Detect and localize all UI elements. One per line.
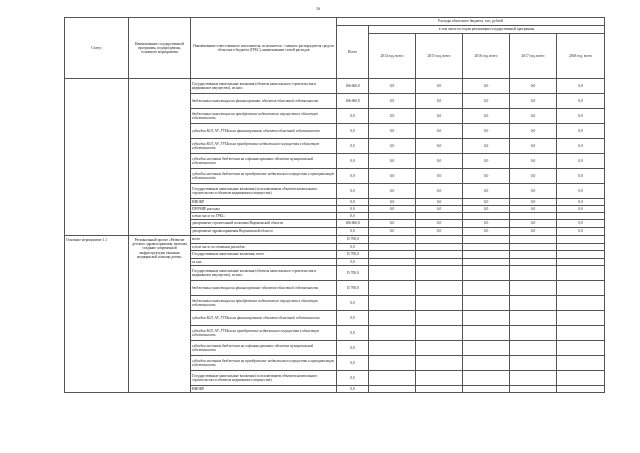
value-year <box>369 341 416 356</box>
header-year: 2017 год, всего <box>510 34 557 79</box>
value-total: 15 700,0 <box>337 236 369 244</box>
value-year: 0,0 <box>557 94 605 109</box>
header-by-years: в том числе по годам реализации государственной программы <box>369 26 605 34</box>
value-year <box>369 311 416 326</box>
value-total: 0,0 <box>337 184 369 199</box>
header-row <box>65 18 605 26</box>
value-year: 0,0 <box>463 139 510 154</box>
value-year: 0,0 <box>416 79 463 94</box>
value-total: 0,0 <box>337 296 369 311</box>
value-total: 15 700,0 <box>337 266 369 281</box>
row-label: НИОКР <box>191 199 337 206</box>
value-total: 0,0 <box>337 259 369 266</box>
value-year <box>557 341 605 356</box>
value-year: 0,0 <box>463 228 510 236</box>
value-total: 0,0 <box>337 356 369 371</box>
value-year: 0,0 <box>369 169 416 184</box>
header-year: 2014 год, всего <box>369 34 416 79</box>
row-label: ПРОЧИЕ расходы <box>191 206 337 213</box>
value-year <box>463 236 510 244</box>
value-year: 0,0 <box>463 94 510 109</box>
value-year <box>510 311 557 326</box>
value-year: 0,0 <box>510 206 557 213</box>
header-status: Статус <box>65 18 129 79</box>
value-year <box>416 371 463 386</box>
value-total: 0,0 <box>337 386 369 393</box>
value-year: 0,0 <box>510 109 557 124</box>
value-year: 0,0 <box>463 124 510 139</box>
row-label: субсидии местным бюджетам на приобретение недвижимого имущества в муниципальную собственность <box>191 356 337 371</box>
row-label: Государственные капитальные вложения (за исключением объектов капитального строительства и объектов недвижимого имущества) <box>191 184 337 199</box>
header-program: Наименование государственной программы, подпрограммы, основного мероприятия <box>129 18 191 79</box>
value-year <box>510 386 557 393</box>
value-year <box>557 266 605 281</box>
row-label: в том числе по ГРБС: <box>191 213 337 220</box>
program-cell-empty <box>129 79 191 236</box>
value-year <box>510 326 557 341</box>
row-label: всего <box>191 236 337 244</box>
value-total: 0,0 <box>337 341 369 356</box>
value-total: 166 660,0 <box>337 79 369 94</box>
header-year: 2018 год, всего <box>557 34 605 79</box>
value-total: 0,0 <box>337 124 369 139</box>
value-year: 0,0 <box>557 184 605 199</box>
value-year: 0,0 <box>557 228 605 236</box>
value-year: 0,0 <box>463 220 510 228</box>
value-year: 0,0 <box>510 94 557 109</box>
value-year: 0,0 <box>416 109 463 124</box>
value-year: 0,0 <box>369 184 416 199</box>
value-year: 0,0 <box>510 79 557 94</box>
row-label: из них: <box>191 259 337 266</box>
value-year <box>463 259 510 266</box>
value-year: 0,0 <box>416 139 463 154</box>
value-year: 0,0 <box>557 206 605 213</box>
value-year <box>463 386 510 393</box>
value-year <box>369 371 416 386</box>
value-year <box>416 244 463 251</box>
row-label: в том числе по статьям расходов: <box>191 244 337 251</box>
value-total: 0,0 <box>337 213 369 220</box>
value-total: 0,0 <box>337 326 369 341</box>
value-year <box>463 244 510 251</box>
value-year <box>416 326 463 341</box>
row-label: департамент здравоохранения Воронежской области <box>191 228 337 236</box>
budget-table <box>64 17 605 393</box>
value-year: 0,0 <box>463 199 510 206</box>
value-year <box>510 281 557 296</box>
value-year <box>557 386 605 393</box>
value-year: 0,0 <box>463 184 510 199</box>
value-total: 166 660,0 <box>337 94 369 109</box>
row-label: НИОКР <box>191 386 337 393</box>
header-total: Всего <box>337 26 369 79</box>
value-year: 0,0 <box>416 154 463 169</box>
value-year: 0,0 <box>416 228 463 236</box>
value-year <box>510 356 557 371</box>
value-year <box>557 371 605 386</box>
row-label: субсидии местным бюджетам на приобретение недвижимого имущества в муниципальную собственность <box>191 169 337 184</box>
value-year <box>369 213 416 220</box>
value-year: 0,0 <box>557 139 605 154</box>
value-year: 0,0 <box>369 139 416 154</box>
value-year <box>416 259 463 266</box>
value-year <box>416 296 463 311</box>
value-year: 0,0 <box>416 169 463 184</box>
value-year <box>416 236 463 244</box>
value-year: 0,0 <box>369 124 416 139</box>
value-year <box>463 356 510 371</box>
value-year <box>510 236 557 244</box>
value-year <box>510 244 557 251</box>
value-year <box>369 296 416 311</box>
value-year <box>557 356 605 371</box>
value-year: 0,0 <box>463 154 510 169</box>
header-year: 2015 год, всего <box>416 34 463 79</box>
value-year: 0,0 <box>557 199 605 206</box>
value-total: 15 700,0 <box>337 251 369 259</box>
value-year: 0,0 <box>416 124 463 139</box>
value-year <box>463 213 510 220</box>
value-year <box>416 386 463 393</box>
value-year <box>369 251 416 259</box>
value-year: 0,0 <box>510 154 557 169</box>
value-year: 0,0 <box>557 220 605 228</box>
value-total: 0,0 <box>337 371 369 386</box>
value-total: 0,0 <box>337 139 369 154</box>
value-total: 0,0 <box>337 206 369 213</box>
value-total: 0,0 <box>337 244 369 251</box>
value-year <box>463 371 510 386</box>
value-year: 0,0 <box>369 228 416 236</box>
row-label: Государственные капитальные вложения (объекты капитального строительства и недвижимое имущество), из них: <box>191 266 337 281</box>
value-year: 0,0 <box>416 184 463 199</box>
row-label: бюджетные инвестиции на финансирование объектов областной собственности <box>191 94 337 109</box>
value-total: 0,0 <box>337 169 369 184</box>
program-cell: Региональный проект «Развитие детского здравоохранения, включая создание современной инфраструктуры оказания медицинской помощи детям» <box>129 236 191 393</box>
value-year: 0,0 <box>510 124 557 139</box>
value-year: 0,0 <box>557 169 605 184</box>
value-year <box>416 341 463 356</box>
value-year <box>416 311 463 326</box>
value-year <box>557 281 605 296</box>
value-year: 0,0 <box>369 206 416 213</box>
value-total: 0,0 <box>337 311 369 326</box>
value-year <box>416 281 463 296</box>
value-year: 0,0 <box>369 199 416 206</box>
value-year: 0,0 <box>557 79 605 94</box>
value-year: 0,0 <box>510 184 557 199</box>
row-label: субсидии местным бюджетам на софинансирование объектов муниципальной собственности <box>191 341 337 356</box>
value-year <box>369 356 416 371</box>
value-year: 0,0 <box>557 109 605 124</box>
row-label: Государственные капитальные вложения (за исключением объектов капитального строительства и объектов недвижимого имущества) <box>191 371 337 386</box>
value-year <box>510 213 557 220</box>
value-year <box>510 251 557 259</box>
row-label: субсидии ЮЛ, АУ, ГУПам на финансирование объектов областной собственности <box>191 311 337 326</box>
row-label: субсидии ЮЛ, АУ, ГУПам на приобретение недвижимого имущества в областную собственность <box>191 326 337 341</box>
value-year <box>557 244 605 251</box>
value-total: 0,0 <box>337 154 369 169</box>
value-total: 166 660,0 <box>337 220 369 228</box>
value-year <box>369 326 416 341</box>
value-year: 0,0 <box>416 199 463 206</box>
value-year <box>416 266 463 281</box>
value-year: 0,0 <box>510 199 557 206</box>
row-label: бюджетные инвестиции на приобретение недвижимого имущества в областную собственность <box>191 296 337 311</box>
row-label: бюджетные инвестиции на финансирование объектов областной собственности <box>191 281 337 296</box>
value-year: 0,0 <box>369 109 416 124</box>
value-year <box>416 356 463 371</box>
value-total: 0,0 <box>337 109 369 124</box>
value-year: 0,0 <box>369 154 416 169</box>
row-label: субсидии ЮЛ, АУ, ГУПам на финансирование объектов областной собственности <box>191 124 337 139</box>
value-year <box>463 311 510 326</box>
value-year <box>557 251 605 259</box>
value-year: 0,0 <box>463 79 510 94</box>
row-label: департамент строительной политики Воронежской области <box>191 220 337 228</box>
header-expenses: Расходы областного бюджета, тыс. рублей <box>337 18 605 26</box>
value-year <box>557 296 605 311</box>
value-year <box>463 251 510 259</box>
value-year <box>510 341 557 356</box>
value-year: 0,0 <box>463 206 510 213</box>
value-year: 0,0 <box>416 94 463 109</box>
row-label: Государственные капитальные вложения (объекты капитального строительства и недвижимое имущество), из них: <box>191 79 337 94</box>
value-year: 0,0 <box>557 154 605 169</box>
table-row <box>65 79 605 94</box>
value-year <box>369 259 416 266</box>
value-year: 0,0 <box>510 228 557 236</box>
value-year <box>510 259 557 266</box>
value-year <box>463 326 510 341</box>
value-year: 0,0 <box>463 169 510 184</box>
value-year <box>463 281 510 296</box>
value-year: 0,0 <box>510 169 557 184</box>
status-cell: Основное мероприятие 1.1 <box>65 236 129 393</box>
value-year <box>416 213 463 220</box>
table-row <box>65 236 605 244</box>
header-indicator: Наименование ответственного исполнителя, исполнителя - главного распорядителя средств областного бюджета (ГРБС), наименование статей расходов <box>191 18 337 79</box>
row-label: бюджетные инвестиции на приобретение недвижимого имущества в областную собственность <box>191 109 337 124</box>
value-year <box>510 371 557 386</box>
value-year: 0,0 <box>557 124 605 139</box>
value-year <box>463 266 510 281</box>
value-year <box>463 341 510 356</box>
value-year <box>369 281 416 296</box>
value-total: 0,0 <box>337 228 369 236</box>
header-year: 2016 год, всего <box>463 34 510 79</box>
value-year: 0,0 <box>510 220 557 228</box>
value-year <box>557 326 605 341</box>
value-year <box>463 296 510 311</box>
value-year: 0,0 <box>369 94 416 109</box>
row-label: Государственные капитальные вложения, всего <box>191 251 337 259</box>
row-label: субсидии ЮЛ, АУ, ГУПам на приобретение недвижимого имущества в областную собственность <box>191 139 337 154</box>
row-label: субсидии местным бюджетам на софинансирование объектов муниципальной собственности <box>191 154 337 169</box>
value-year <box>557 236 605 244</box>
value-total: 15 700,0 <box>337 281 369 296</box>
value-year: 0,0 <box>369 79 416 94</box>
value-year <box>369 266 416 281</box>
value-year: 0,0 <box>463 109 510 124</box>
value-year <box>510 266 557 281</box>
value-year: 0,0 <box>369 220 416 228</box>
page-number: 16 <box>316 6 320 11</box>
value-year <box>369 386 416 393</box>
value-year <box>369 236 416 244</box>
value-year <box>510 296 557 311</box>
value-year: 0,0 <box>416 206 463 213</box>
value-year <box>557 311 605 326</box>
value-year <box>369 244 416 251</box>
value-year: 0,0 <box>510 139 557 154</box>
value-year <box>416 251 463 259</box>
value-year: 0,0 <box>416 220 463 228</box>
status-cell-empty <box>65 79 129 236</box>
value-year <box>557 259 605 266</box>
value-year <box>557 213 605 220</box>
value-total: 0,0 <box>337 199 369 206</box>
